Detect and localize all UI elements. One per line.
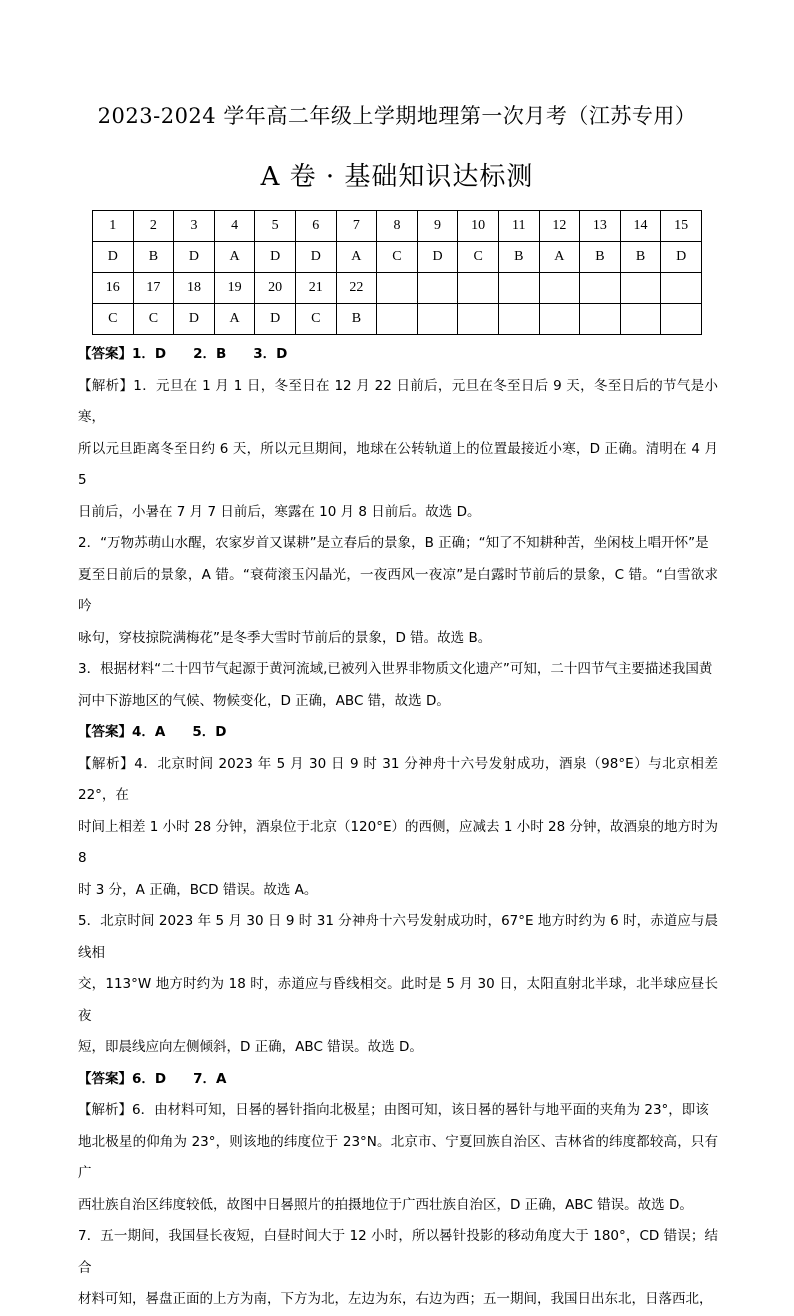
answer-cell — [498, 304, 539, 335]
analysis-line: 交，113°W 地方时约为 18 时，赤道应与昏线相交。此时是 5 月 30 日，太阳直射北半球，北半球应昼长夜 — [78, 976, 718, 1024]
answer-cell: C — [93, 304, 134, 335]
question-number-cell: 7 — [336, 211, 377, 242]
answer-table-row-numbers-2 — [93, 273, 702, 304]
question-number-cell: 12 — [539, 211, 580, 242]
answer-cell: A — [214, 242, 255, 273]
analysis-line: 西壮族自治区纬度较低，故图中日晷照片的拍摄地位于广西壮族自治区，D 正确，ABC 错误。故选 D。 — [78, 1196, 693, 1213]
question-number-cell — [661, 273, 702, 304]
question-number-cell: 13 — [580, 211, 621, 242]
analysis-line: 短，即晨线应向左侧倾斜，D 正确，ABC 错误。故选 D。 — [78, 1039, 423, 1055]
answer-cell — [539, 304, 580, 335]
analysis-line: 咏句，穿枝掠院满梅花”是冬季大雪时节前后的景象，D 错。故选 B。 — [78, 629, 492, 646]
question-number-cell: 10 — [458, 211, 499, 242]
question-number-cell: 19 — [214, 273, 255, 304]
analysis-line: 夏至日前后的景象，A 错。“衰荷滚玉闪晶光，一夜西风一夜凉”是白露时节前后的景象，C 错。“白雪欲求吟 — [78, 566, 718, 614]
answer-cell: C — [458, 242, 499, 273]
analysis-line: 【解析】6．由材料可知，日晷的晷针指向北极星；由图可知，该日晷的晷针与地平面的夹角为 23°，即该 — [78, 1102, 709, 1118]
answer-cell: D — [174, 242, 215, 273]
question-number-cell: 22 — [336, 273, 377, 304]
question-number-cell: 16 — [93, 273, 134, 304]
analysis-line: 【解析】4．北京时间 2023 年 5 月 30 日 9 时 31 分神舟十六号发射成功，酒泉（98°E）与北京相差 22°，在 — [78, 755, 718, 803]
answer-cell: A — [336, 242, 377, 273]
answer-cell: D — [174, 304, 215, 335]
question-number-cell: 9 — [417, 211, 458, 242]
question-number-cell: 6 — [295, 211, 336, 242]
analysis-line: 7．五一期间，我国昼长夜短，白昼时间大于 12 小时，所以晷针投影的移动角度大于 180°，CD 错误；结合 — [78, 1228, 718, 1276]
question-number-cell — [580, 273, 621, 304]
answer-cell: D — [93, 242, 134, 273]
answer-cell: A — [214, 304, 255, 335]
answer-cell: B — [620, 242, 661, 273]
question-number-cell — [458, 273, 499, 304]
answer-cell: D — [295, 242, 336, 273]
answer-cell — [417, 304, 458, 335]
answer-cell: D — [255, 304, 296, 335]
answer-cell: B — [580, 242, 621, 273]
answer-cell: A — [539, 242, 580, 273]
answer-cell: C — [133, 304, 174, 335]
question-number-cell: 21 — [295, 273, 336, 304]
analysis-line: 【解析】1．元旦在 1 月 1 日，冬至日在 12 月 22 日前后，元旦在冬至日后 9 天，冬至日后的节气是小寒， — [78, 377, 718, 425]
answer-cell: D — [255, 242, 296, 273]
answer-cell: B — [336, 304, 377, 335]
analysis-line: 时间上相差 1 小时 28 分钟，酒泉位于北京（120°E）的西侧，应减去 1 小时 28 分钟，故酒泉的地方时为 8 — [78, 818, 718, 866]
answer-table-row-answers-1 — [93, 242, 702, 273]
answer-line: 【答案】4．A 5．D — [78, 724, 227, 740]
answer-cell — [580, 304, 621, 335]
answer-cell — [661, 304, 702, 335]
analysis-line: 所以元旦距离冬至日约 6 天，所以元旦期间，地球在公转轨道上的位置最接近小寒，D 正确。清明在 4 月 5 — [78, 440, 718, 488]
question-number-cell: 2 — [133, 211, 174, 242]
question-number-cell: 20 — [255, 273, 296, 304]
question-number-cell: 17 — [133, 273, 174, 304]
analysis-line: 2．“万物苏萌山水醒，农家岁首又谋耕”是立春后的景象，B 正确；“知了不知耕种苦，坐闲枝上唱开怀”是 — [78, 535, 709, 551]
analysis-line: 5．北京时间 2023 年 5 月 30 日 9 时 31 分神舟十六号发射成功时，67°E 地方时约为 6 时，赤道应与晨线相 — [78, 913, 718, 961]
answer-cell: C — [377, 242, 418, 273]
question-number-cell — [539, 273, 580, 304]
analysis-line: 地北极星的仰角为 23°，则该地的纬度位于 23°N。北京市、宁夏回族自治区、吉林省的纬度都较高，只有广 — [78, 1133, 718, 1181]
explanation-content — [78, 339, 718, 1316]
page-subtitle: A 卷 · 基础知识达标测 — [260, 162, 534, 192]
page-title: 2023-2024 学年高二年级上学期地理第一次月考（江苏专用） — [97, 104, 697, 128]
analysis-line: 时 3 分，A 正确，BCD 错误。故选 A。 — [78, 881, 318, 898]
analysis-line: 3．根据材料“二十四节气起源于黄河流域,已被列入世界非物质文化遗产”可知，二十四节气主要描述我国黄 — [78, 661, 713, 677]
question-number-cell: 8 — [377, 211, 418, 242]
question-number-cell — [377, 273, 418, 304]
answer-cell — [458, 304, 499, 335]
question-number-cell: 15 — [661, 211, 702, 242]
answer-line: 【答案】6．D 7．A — [78, 1070, 227, 1087]
question-number-cell — [620, 273, 661, 304]
question-number-cell: 14 — [620, 211, 661, 242]
question-number-cell: 4 — [214, 211, 255, 242]
answer-cell: D — [417, 242, 458, 273]
answer-table — [92, 210, 702, 335]
answer-table-row-numbers-1 — [93, 211, 702, 242]
question-number-cell — [498, 273, 539, 304]
question-number-cell: 11 — [498, 211, 539, 242]
analysis-line: 日前后，小暑在 7 月 7 日前后，寒露在 10 月 8 日前后。故选 D。 — [78, 503, 481, 520]
analysis-line: 材料可知，晷盘正面的上方为南，下方为北，左边为东，右边为西；五一期间，我国日出东北，日落西北， — [78, 1291, 713, 1307]
question-number-cell: 18 — [174, 273, 215, 304]
answer-line: 【答案】1．D 2．B 3．D — [78, 346, 288, 362]
question-number-cell: 3 — [174, 211, 215, 242]
answer-cell — [377, 304, 418, 335]
answer-cell: D — [661, 242, 702, 273]
question-number-cell — [417, 273, 458, 304]
question-number-cell: 1 — [93, 211, 134, 242]
analysis-line: 河中下游地区的气候、物候变化，D 正确，ABC 错，故选 D。 — [78, 692, 450, 709]
answer-table-row-answers-2 — [93, 304, 702, 335]
answer-cell: C — [295, 304, 336, 335]
answer-cell: B — [133, 242, 174, 273]
question-number-cell: 5 — [255, 211, 296, 242]
answer-cell — [620, 304, 661, 335]
answer-cell: B — [498, 242, 539, 273]
